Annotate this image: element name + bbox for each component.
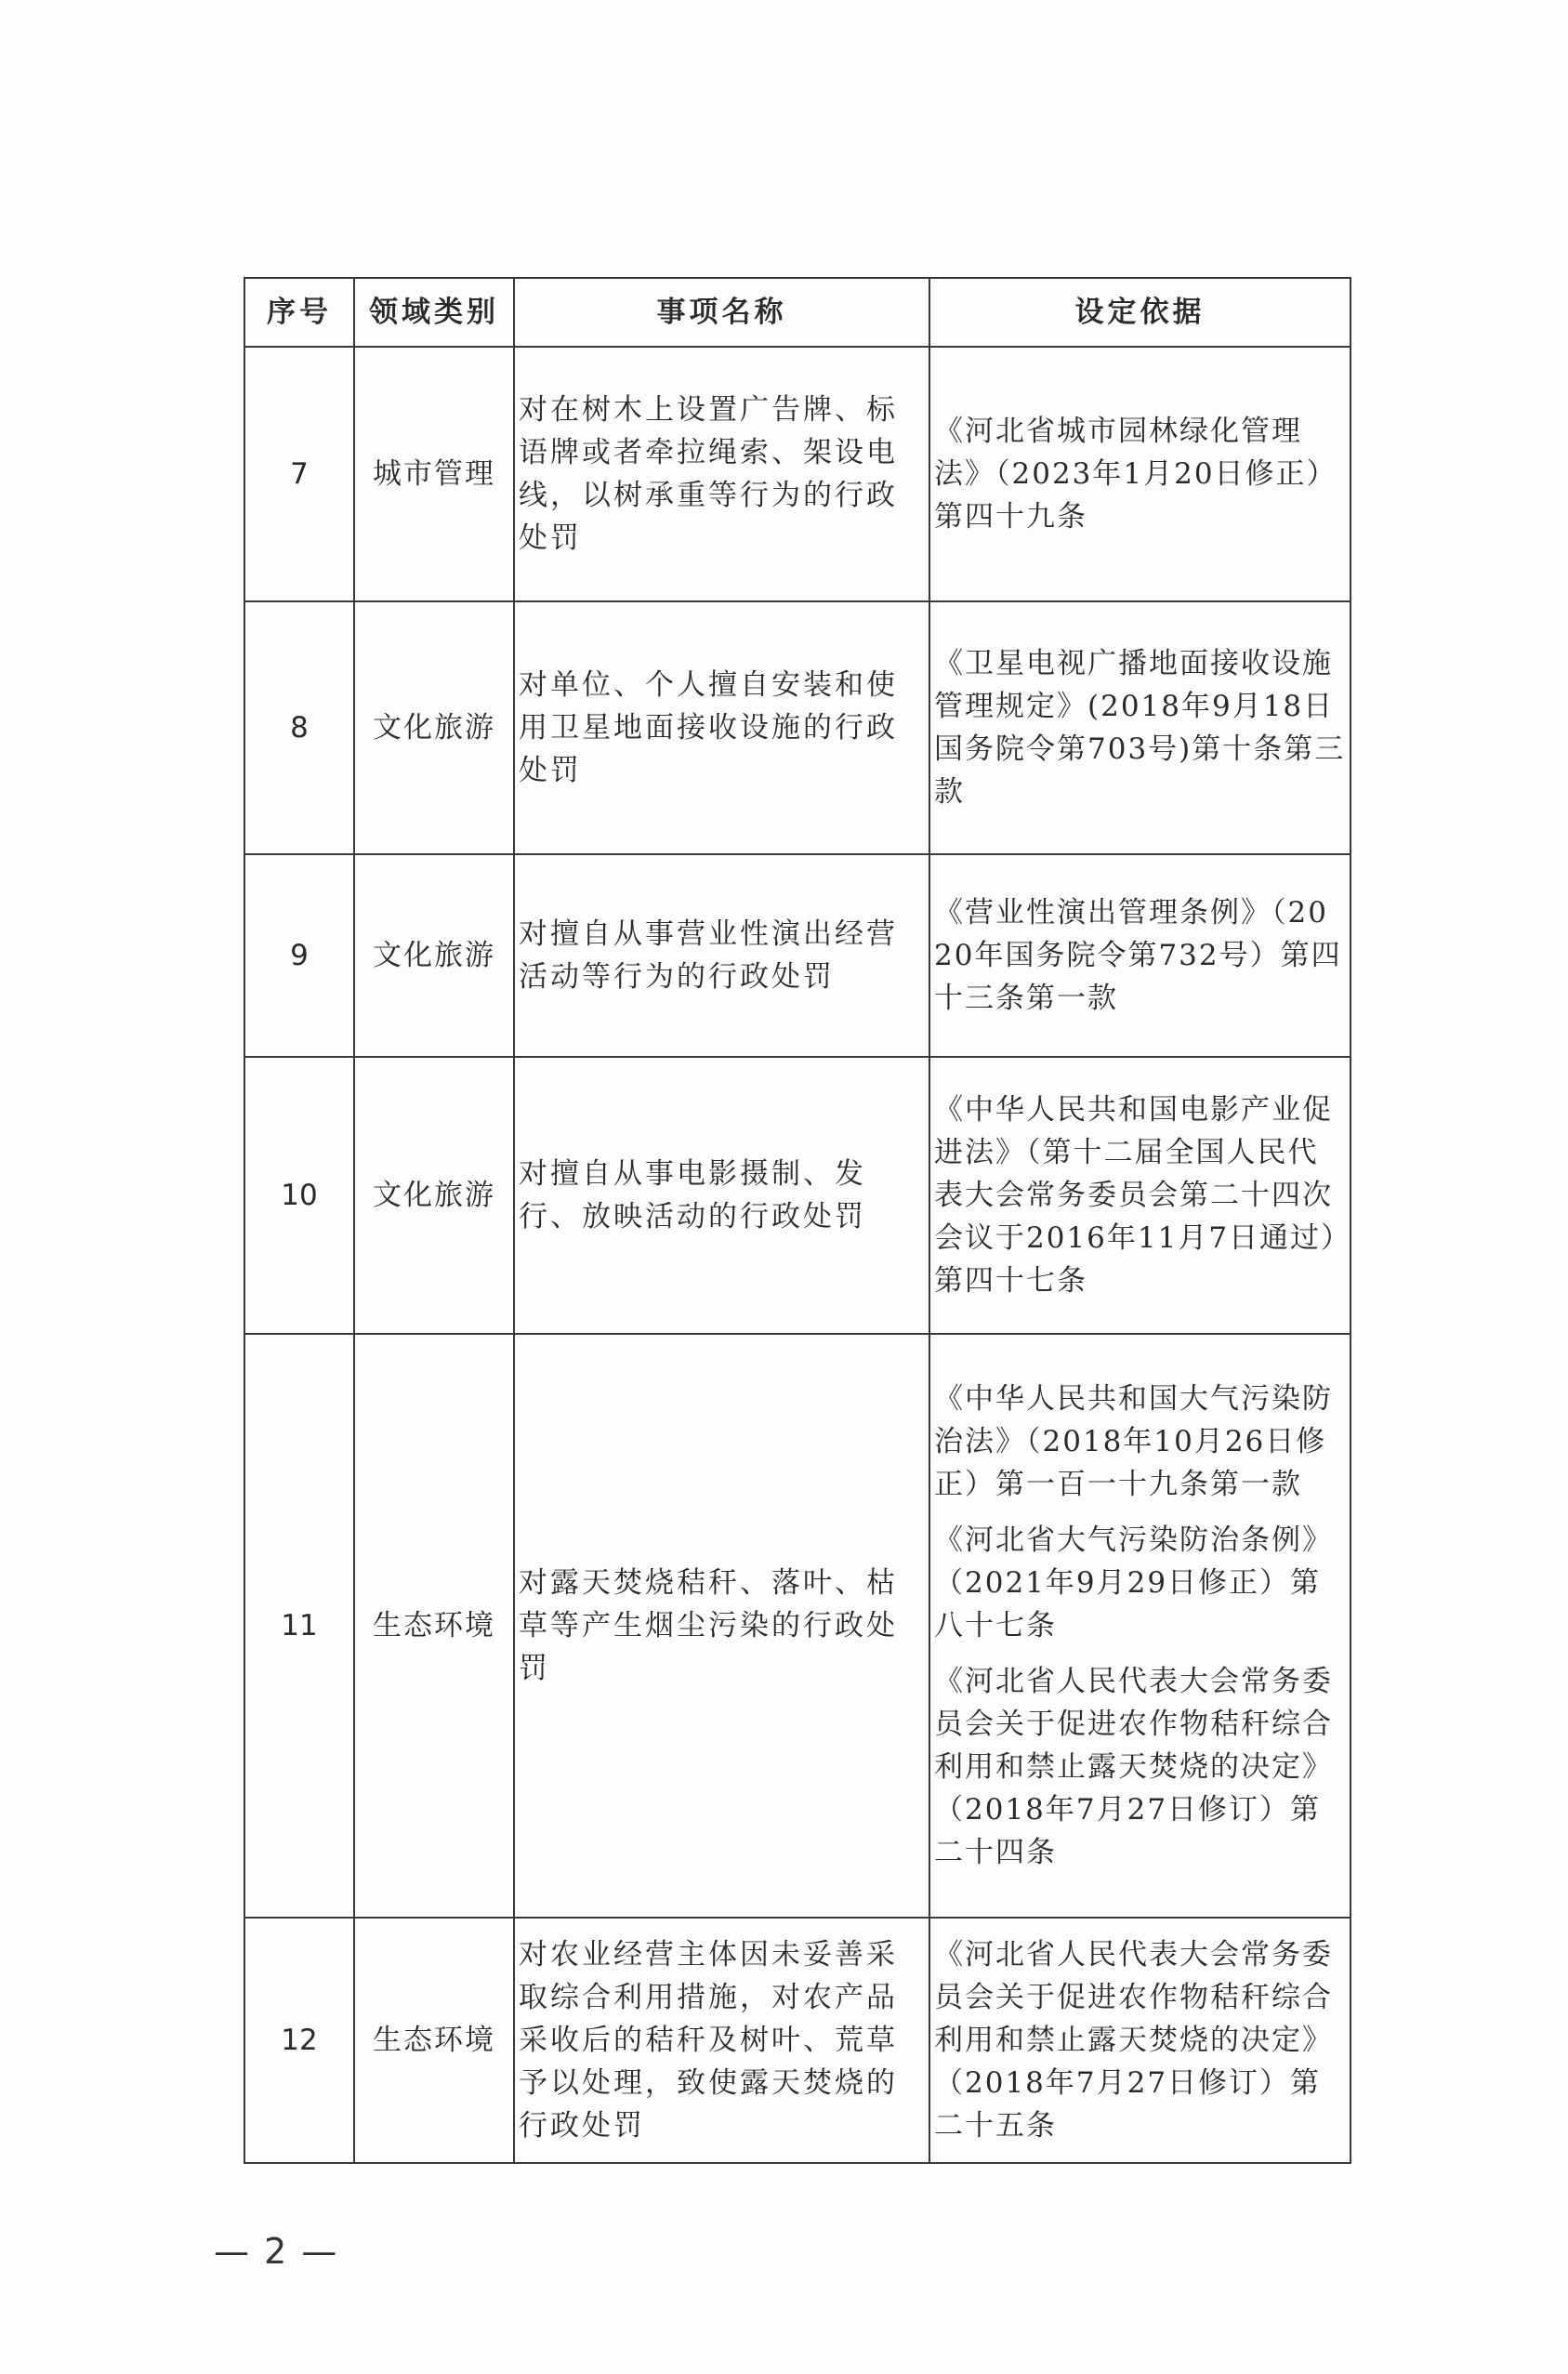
table-row <box>244 347 1351 601</box>
row-basis <box>929 601 1351 854</box>
basis-text: 《营业性演出管理条例》（2020年国务院令第732号）第四十三条第一款 <box>934 896 1342 1015</box>
row-item: 对露天焚烧秸秆、落叶、枯草等产生烟尘污染的行政处罚 <box>514 1334 929 1918</box>
row-field: 文化旅游 <box>354 601 514 854</box>
table-row <box>244 1057 1351 1334</box>
row-basis <box>929 347 1351 601</box>
row-seq: 9 <box>244 854 354 1057</box>
header-item: 事项名称 <box>514 278 929 347</box>
basis-text: 《河北省城市园林绿化管理法》（2023年1月20日修正）第四十九条 <box>934 415 1337 534</box>
row-field: 生态环境 <box>354 1918 514 2163</box>
row-seq: 12 <box>244 1918 354 2163</box>
header-basis: 设定依据 <box>929 278 1351 347</box>
row-basis <box>929 1918 1351 2163</box>
header-seq: 序号 <box>244 278 354 347</box>
table-row <box>244 1334 1351 1918</box>
basis-text: 《河北省人民代表大会常务委员会关于促进农作物秸秆综合利用和禁止露天焚烧的决定》（2018年7月27日修订）第二十四条 <box>934 1665 1333 1869</box>
row-seq: 11 <box>244 1334 354 1918</box>
row-field: 生态环境 <box>354 1334 514 1918</box>
table-row <box>244 1918 1351 2163</box>
basis-text: 《中华人民共和国大气污染防治法》（2018年10月26日修正）第一百一十九条第一款 <box>934 1382 1333 1501</box>
row-seq: 7 <box>244 347 354 601</box>
basis-text: 《河北省大气污染防治条例》（2021年9月29日修正）第八十七条 <box>934 1523 1333 1642</box>
row-item: 对在树木上设置广告牌、标语牌或者牵拉绳索、架设电线，以树承重等行为的行政处罚 <box>514 347 929 601</box>
row-field: 城市管理 <box>354 347 514 601</box>
row-field: 文化旅游 <box>354 1057 514 1334</box>
basis-text: 《中华人民共和国电影产业促进法》（第十二届全国人民代表大会常务委员会第二十四次会议于2016年11月7日通过）第四十七条 <box>934 1093 1337 1298</box>
matters-table <box>244 277 1351 2164</box>
basis-text: 《卫星电视广播地面接收设施管理规定》(2018年9月18日国务院令第703号)第十条第三款 <box>934 647 1346 809</box>
table-header-row <box>244 278 1351 347</box>
row-basis <box>929 854 1351 1057</box>
row-basis <box>929 1057 1351 1334</box>
basis-text: 《河北省人民代表大会常务委员会关于促进农作物秸秆综合利用和禁止露天焚烧的决定》（2018年7月27日修订）第二十五条 <box>934 1938 1333 2143</box>
row-basis <box>929 1334 1351 1918</box>
row-field: 文化旅游 <box>354 854 514 1057</box>
row-item: 对擅自从事电影摄制、发行、放映活动的行政处罚 <box>514 1057 929 1334</box>
table-row <box>244 601 1351 854</box>
row-item: 对擅自从事营业性演出经营活动等行为的行政处罚 <box>514 854 929 1057</box>
table-row <box>244 854 1351 1057</box>
row-seq: 8 <box>244 601 354 854</box>
page-number: — 2 — <box>214 2231 339 2272</box>
row-item: 对单位、个人擅自安装和使用卫星地面接收设施的行政处罚 <box>514 601 929 854</box>
row-item: 对农业经营主体因未妥善采取综合利用措施，对农产品采收后的秸秆及树叶、荒草予以处理，致使露天焚烧的行政处罚 <box>514 1918 929 2163</box>
row-seq: 10 <box>244 1057 354 1334</box>
header-field: 领域类别 <box>354 278 514 347</box>
